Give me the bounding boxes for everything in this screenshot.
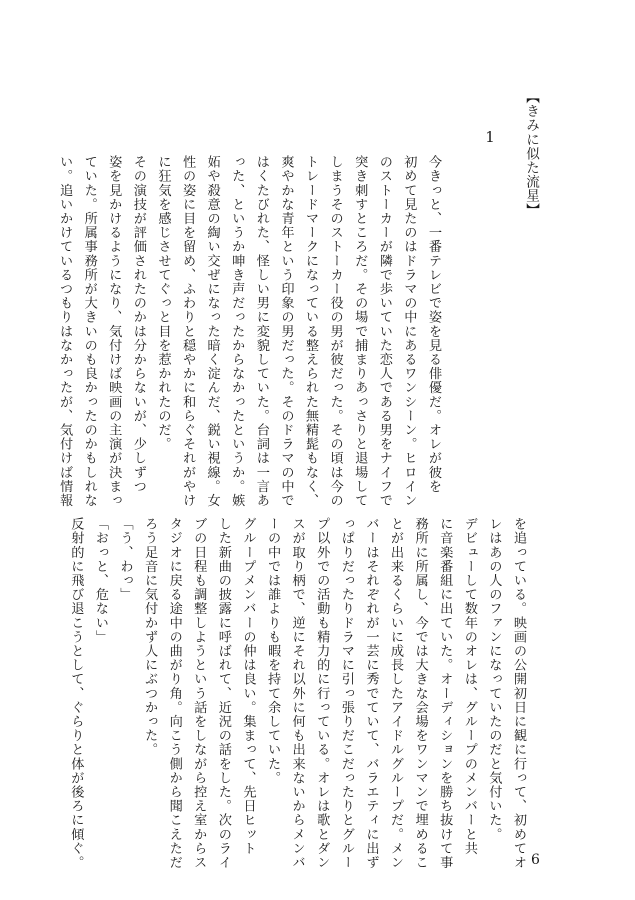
text-line: 務所に所属し、今では大きな会場をワンマンで埋めるこ (412, 517, 428, 870)
text-line: 初めて見たのはドラマの中にあるワンシーン。ヒロイン (401, 155, 417, 508)
text-line: その演技が評価されたのかは分からないが、少しずつ (130, 155, 146, 494)
text-line: のストーカーが隣で歩いていた恋人である男をナイフで (376, 155, 392, 508)
text-line: トレードマークになっている整えられた無精髭もなく、 (303, 155, 319, 508)
text-line: 性の姿に目を留め、ふわりと穏やかに和らぐそれがやけ (180, 155, 196, 508)
text-line: グループメンバーの仲は良い。集まって、先日ヒット (240, 517, 256, 856)
text-line: った、というか呻き声だったからなかったというか。嫉 (229, 155, 245, 508)
text-line: ブの日程も調整しようという話をしながら控え室からス (191, 517, 207, 870)
text-line: 「おっと、危ない」 (92, 517, 108, 644)
text-line: 反射的に飛び退こうとして、ぐらりと体が後ろに傾ぐ。 (68, 517, 84, 870)
text-line: 姿を見かけるようになり、気付けば映画の主演が決まっ (106, 155, 122, 508)
text-line: はくたびれた、怪しい男に変貌していた。台詞は一言あ (253, 155, 269, 508)
text-line: 「う、わっ」 (117, 517, 133, 602)
text-line: ろう足音に気付かず人にぶつかった。 (142, 517, 158, 757)
text-line: しまうそのストーカー役の男が彼だった。その頃は今の (327, 155, 343, 508)
text-line: ーの中では誰よりも暇を持て余していた。 (265, 517, 281, 785)
text-line: ていた。所属事務所が大きいのも良かったのかもしれな (81, 155, 97, 508)
text-line: を追っている。映画の公開初日に観に行って、初めてオ (511, 517, 526, 870)
lower-text-block (68, 517, 530, 870)
chapter-title: 【きみに似た流星】 (523, 90, 539, 217)
chapter-number: 1 (485, 128, 495, 146)
text-line: プ以外での活動も精力的に行っている。オレは歌とダン (314, 517, 330, 870)
text-line: 突き刺すところだ。その場で捕まりあっさりと退場して (352, 155, 368, 508)
text-line: っぱりだったりドラマに引っ張りだこだったりとグルー (338, 517, 354, 870)
text-line: に音楽番組に出ていた。オーディションを勝ち抜けて事 (437, 517, 453, 870)
text-line: デビューして数年のオレは、グループのメンバーと共 (461, 517, 477, 856)
text-line: 爽やかな青年という印象の男だった。そのドラマの中で (278, 155, 294, 508)
text-line: スが取り柄で、逆にそれ以外に何も出来ないからメンバ (289, 517, 305, 870)
text-line: タジオに戻る途中の曲がり角。向こう側から聞こえただ (166, 517, 182, 870)
text-line: い。追いかけているつもりはなかったが、気付けば情報 (57, 155, 73, 508)
text-line: 妬や殺意の綯い交ぜになった暗く淀んだ、鋭い視線。女 (204, 155, 220, 508)
upper-text-block (57, 155, 445, 508)
text-line: に狂気を感じさせてぐっと目を惹かれたのだ。 (155, 155, 171, 452)
text-line: した新曲の披露に呼ばれて、近況の話をした。次のライ (215, 517, 231, 870)
text-line: 今きっと、一番テレビで姿を見る俳優だ。オレが彼を (426, 155, 441, 494)
page-number: 6 (531, 852, 540, 868)
text-line: レはあの人のファンになっていたのだと気付いた。 (486, 517, 502, 842)
text-line: とが出来るくらいに成長したアイドルグループだ。メン (388, 517, 404, 870)
text-line: バーはそれぞれが一芸に秀でていて、バラエティに出ず (363, 517, 379, 870)
